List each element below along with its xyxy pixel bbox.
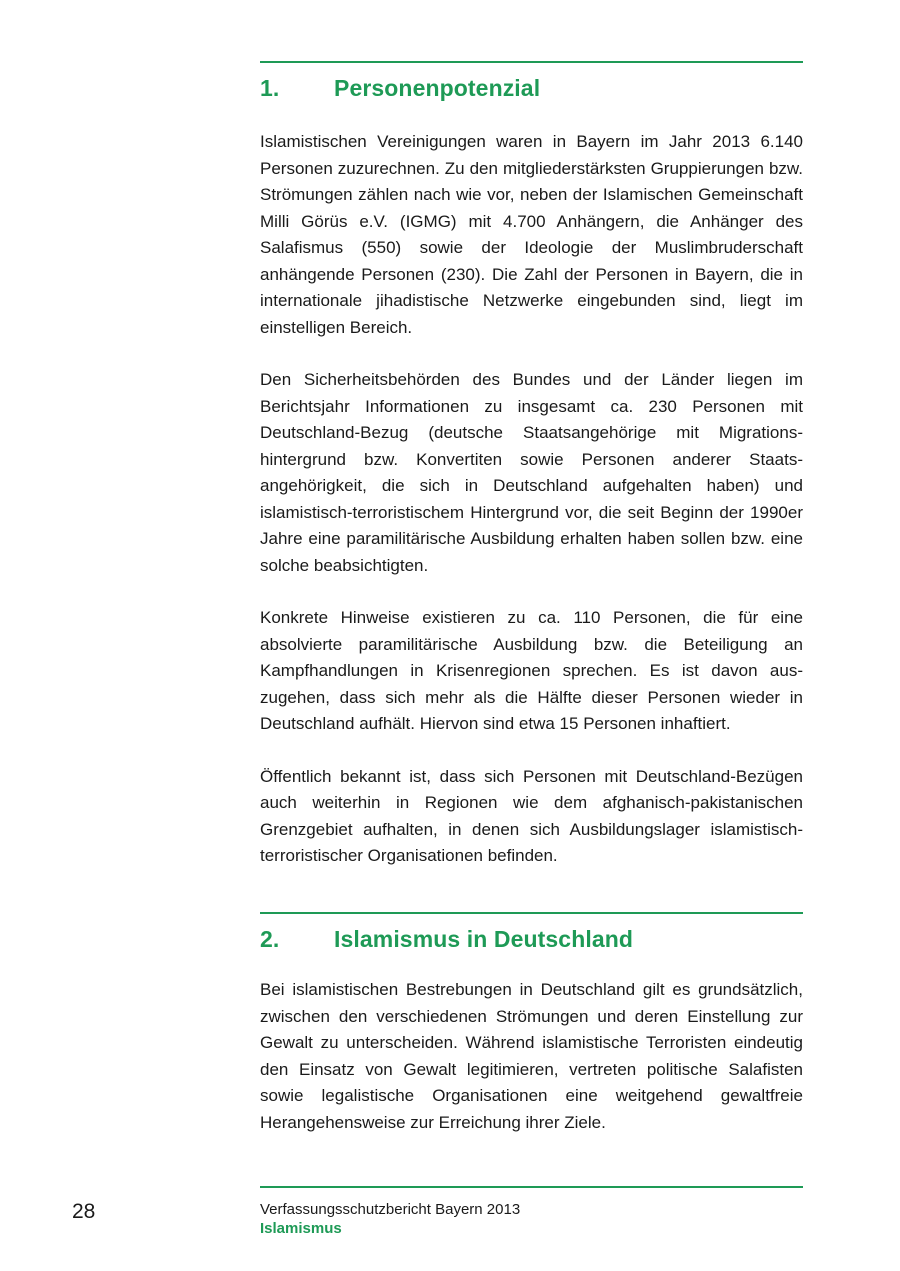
section-number: 1. [260, 75, 280, 101]
publication-title: Verfassungsschutzbericht Bayern 2013 [260, 1201, 521, 1218]
section-heading [260, 926, 803, 953]
paragraph: Bei islamistischen Bestrebungen in Deutschland gilt es grundsätzlich, zwischen den verschiedenen Strömungen und deren Einstellung zur Gewalt zu unterscheiden. Während islamistische Terroristen eindeutig den Einsatz von Gewalt legitimieren, vertreten politische Salafisten sowie legalistische Organisationen eine weitgehend gewaltfreie Herangehensweise zur Erreichung ihrer Ziele. [260, 980, 803, 1132]
page-number: 28 [72, 1200, 96, 1223]
section-title: Personenpotenzial [334, 75, 541, 101]
paragraph: Konkrete Hinweise existieren zu ca. 110 Personen, die für eine absolvierte paramilitärische Ausbildung bzw. die Beteiligung an Kampfhandlungen in Krisenregionen sprechen. Es ist davon auszugehen, dass sich mehr als die Hälfte dieser Personen wieder in Deutschland aufhält. Hiervon sind etwa 15 Personen inhaftiert. [260, 608, 803, 733]
section-heading [260, 75, 803, 102]
section-divider [260, 61, 803, 63]
paragraph: Islamistischen Vereinigungen waren in Bayern im Jahr 2013 6.140 Personen zuzurechnen. Zu den mitgliederstärksten Gruppierungen bzw. Strömungen zählen nach wie vor, neben der Islamischen Gemeinschaft Milli Görüs e.V. (IGMG) mit 4.700 Anhängern, die Anhänger des Salafismus (550) sowie der Ideologie der Muslimbruderschaft anhängende Personen (230). Die Zahl der Personen in Bayern, die in internationale jihadistische Netzwerke eingebunden sind, liegt im einstelligen Bereich. [260, 132, 803, 337]
running-footer [260, 1200, 520, 1238]
section-personenpotenzial [260, 61, 803, 870]
chapter-title: Islamismus [260, 1220, 342, 1237]
paragraph: Öffentlich bekannt ist, dass sich Personen mit Deutschland-Bezügen auch weiterhin in Regionen wie dem afghanisch-pakistanischen Grenzgebiet aufhalten, in denen sich Ausbildungslager islamistisch-terroristischer Organisationen befinden. [260, 766, 803, 865]
footer-divider [260, 1186, 803, 1188]
section-title: Islamismus in Deutschland [334, 926, 634, 952]
paragraph: Den Sicherheitsbehörden des Bundes und der Länder liegen im Berichtsjahr Informationen zu insgesamt ca. 230 Personen mit Deutschland-Bezug (deutsche Staatsangehörige mit Migrationshintergrund bzw. Konvertiten sowie Personen anderer Staatsangehörigkeit, die sich in Deutschland aufgehalten haben) und islamistisch-terroristischem Hintergrund vor, die seit Beginn der 1990er Jahre eine paramilitärische Ausbildung erhalten haben sollen bzw. eine solche beabsichtigten. [260, 370, 803, 575]
section-islamismus-in-deutschland [260, 912, 803, 1136]
section-number: 2. [260, 926, 280, 952]
section-divider [260, 912, 803, 914]
